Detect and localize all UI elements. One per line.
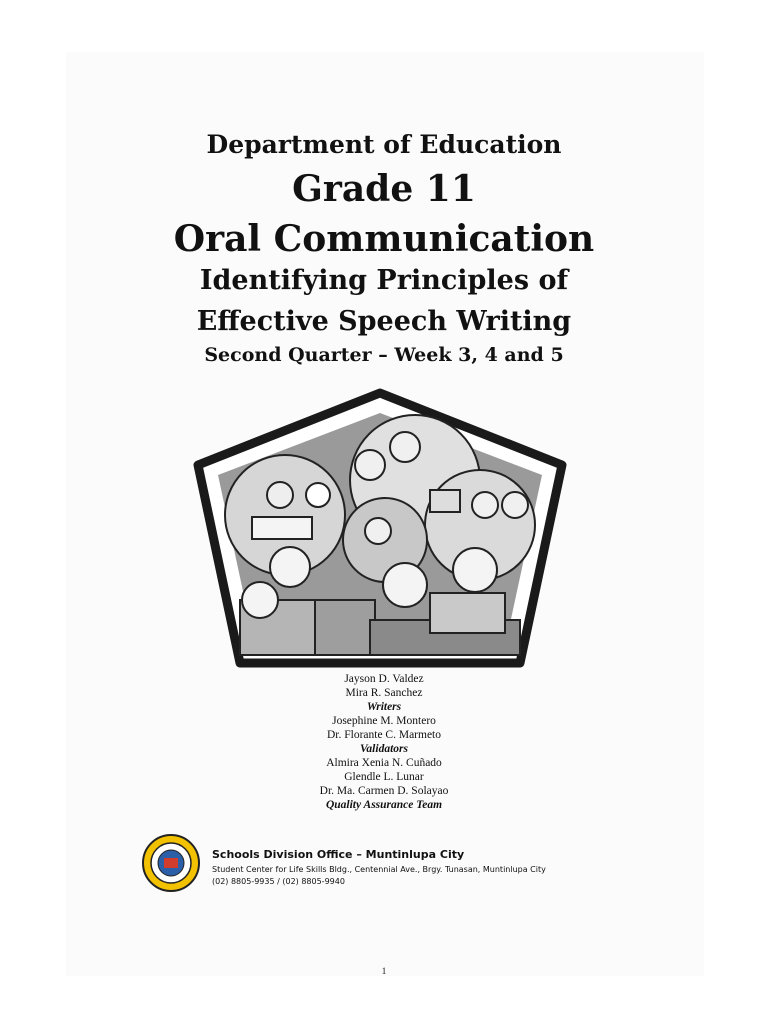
qa-member-name: Dr. Ma. Carmen D. Solayao xyxy=(319,785,449,797)
office-name: Schools Division Office – Muntinlupa City xyxy=(212,848,465,861)
office-address: Student Center for Life Skills Bldg., Centennial Ave., Brgy. Tunasan, Muntinlupa City xyxy=(212,865,546,874)
qa-member-name: Almira Xenia N. Cuñado xyxy=(326,757,442,769)
qa-member-name: Glendle L. Lunar xyxy=(344,771,424,783)
validator-name: Josephine M. Montero xyxy=(332,715,436,727)
validators-label: Validators xyxy=(360,743,408,755)
page-number: 1 xyxy=(381,966,387,976)
writer-name: Jayson D. Valdez xyxy=(344,673,424,685)
grade-heading: Grade 11 xyxy=(292,168,476,210)
office-phone: (02) 8805-9935 / (02) 8805-9940 xyxy=(212,877,345,886)
module-title-line2: Effective Speech Writing xyxy=(196,306,572,337)
division-office-footer xyxy=(142,834,562,894)
qa-team-label: Quality Assurance Team xyxy=(325,799,443,811)
subject-heading: Oral Communication xyxy=(173,218,595,260)
validator-name: Dr. Florante C. Marmeto xyxy=(326,729,442,741)
department-heading: Department of Education xyxy=(206,130,562,159)
division-seal-icon xyxy=(142,834,200,892)
writer-name: Mira R. Sanchez xyxy=(345,687,423,699)
writers-label: Writers xyxy=(366,701,402,713)
credits-block xyxy=(0,672,768,812)
module-title-line1: Identifying Principles of xyxy=(199,265,569,296)
quarter-week-label: Second Quarter – Week 3, 4 and 5 xyxy=(204,344,564,366)
cover-illustration xyxy=(190,385,570,670)
